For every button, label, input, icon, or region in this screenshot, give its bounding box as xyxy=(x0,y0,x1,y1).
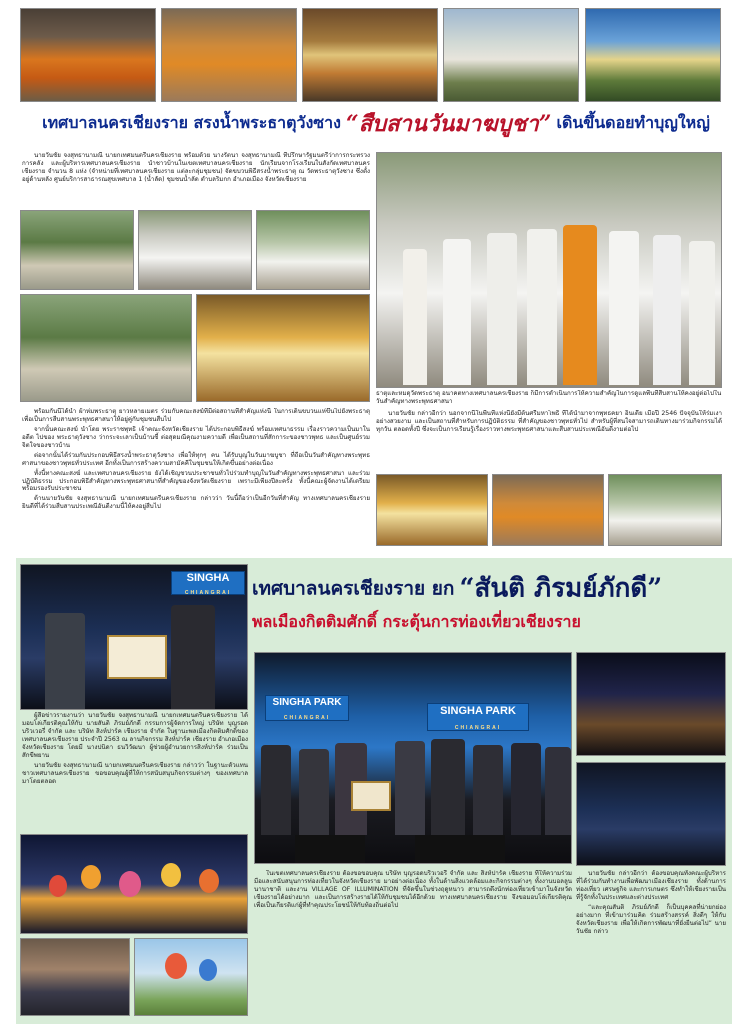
top-body-main xyxy=(22,408,370,552)
singha-park-logo-left xyxy=(265,695,349,721)
main-paragraph-2: จากนั้นคณะสงฆ์ นำโดย พระราชพุทธิ เจ้าคณะจังหวัดเชียงราย ได้ประกอบพิธีสงฆ์ พร้อมเทศนาธรรม เรื่องราวความเป็นมาในอดีต ไปของ พระธาตุวังซาง ว่ากระจะเลาเป็นบ้านชี้ ต่อสุดมณีคุณงามความดี เพื่อเป็นสถานที่สักการะของชาวพุทธ และเป็นศูนย์รวมจิตใจของชาวบ้าน xyxy=(22,425,370,449)
photo-balloons-night xyxy=(20,834,248,934)
photo-stage-event xyxy=(576,652,726,756)
bottom-headline-highlight: “สันติ ภิรมย์ภักดี” xyxy=(459,573,663,604)
main-paragraph-1: พร้อมกันนี้ได้นำ ผ้าห่มพระธาตุ ยาวหลายเมตร ร่วมกับคณะสงฆ์ที่มีต่อสถานที่สำคัญแห่งนี้ ในการเดินขบวนแห่ขึ้นไปยังพระธาตุ เพื่อเป็นการสืบสานพระพุทธศาสนาให้อยู่คู่กับชุมชนสืบไป xyxy=(22,408,370,423)
intro-paragraph: นายวันชัย จงสุทธานามณี นายกเทศมนตรีนครเชียงราย พร้อมด้วย นางรัตนา จงสุทธานามณี ที่ปรึกษารัฐมนตรีว่าการกระทรวงการคลัง และผู้บริหารเทศบาลนครเชียงราย นำชาวบ้านในเขตเทศบาลนครเชียงราย นักเรียนจากโรงเรียนในสังกัดเทศบาลนครเชียงราย จำนวน 8 แห่ง (จำหน่ายที่เทศบาลนครเชียงราย แต่ละกลุ่มชุมชน) จัดขบวนพิธีสรงน้ำพระธาตุ ณ วัดพระธาตุวังซาง ซึ่งตั้งอยู่ด้านหลัง ศูนย์บริการสาธารณสุขเทศบาล 1 (น้ำลัด) ชุมชนน้ำลัด ตำบลริมกก อำเภอเมือง จังหวัดเชียงราย xyxy=(22,152,370,183)
mid-paragraph: ในเขตเทศบาลนครเชียงราย ต้องขอขอบคุณ บริษัท บุญรอดบริวเวอรี่ จำกัด และ สิงห์ปาร์ค เชียงราย ที่ให้ความร่วมมือและสนับสนุนการท่องเที่ยวในจังหวัดเชียงราย มาอย่างต่อเนื่อง ทั้งในด้านสิ่งแวดล้อมและกิจกรรมต่างๆ ทั้งงานบอลลูนนานาชาติ และงาน VILLAGE OF ILLUMINATION ที่จัดขึ้นในช่วงฤดูหนาว สามารถดึงนักท่องเที่ยวเข้ามาในจังหวัดเชียงรายได้อย่างมาก และเป็นการสร้างรายได้ให้กับชุมชนได้อีกด้วย ทางเทศบาลนครเชียงราย จึงขอมอบโล่เกียรติคุณเพื่อเป็นเกียรติแก่ผู้ที่ทำคุณประโยชน์ให้กับท้องถิ่นต่อไป xyxy=(254,870,572,909)
photo-offering-table xyxy=(376,474,488,546)
top-body-intro xyxy=(22,152,370,204)
right-body-paragraph: นายวันชัย กล่าวอีกว่า นอกจากนี้ในพื้นที่แห่งนี้ยังมีต้นศรีมหาโพธิ์ ที่ได้นำมาจากพุทธคยา อินเดีย เมื่อปี 2546 ปัจจุบันให้ร่มเงาอย่างสวยงาม และเป็นสถานที่สำหรับการปฏิบัติธรรม ที่สำคัญของชาวพุทธทั่วไป สำหรับผู้ที่สนใจสามารถเดินทางมาร่วมกิจกรรมได้ทุกวัน ตลอดทั้งปี ซึ่งจะเป็นการเรียนรู้เรื่องราวทางพระพุทธศาสนาและสืบสานประเพณีอันดีงามต่อไป xyxy=(376,410,722,433)
singha-sub: CHIANGRAI xyxy=(184,590,232,596)
photo-procession-road-3 xyxy=(256,210,370,290)
top-headline xyxy=(20,106,732,152)
singha-brand: SINGHA xyxy=(186,572,230,584)
photo-seated-crowd xyxy=(608,474,722,546)
top-right-caption: ธาตุและหมดุวัดพระธาตุ อนาคตทางเทศบาลนครเชียงราย ก็มีการดำเนินการให้ความสำคัญในการดูแลพื้นที่สืบสานให้คงอยู่ต่อไปในวันสำคัญทางพระพุทธศาสนา xyxy=(376,390,722,406)
bottom-body-mid xyxy=(254,870,572,1016)
main-paragraph-5: ด้านนายวันชัย จงสุทธานามณี นายกเทศมนตรีนครเชียงราย กล่าวว่า วันนี้ถือว่าเป็นอีกวันที่สำคัญ ทางเทศบาลนครเชียงรายยินดีที่ได้ร่วมสืบสานประเพณีอันดีงามนี้ให้คงอยู่สืบไป xyxy=(22,495,370,511)
left-paragraph-1: ผู้สื่อข่าวรายงานว่า นายวันชัย จงสุทธานามณี นายกเทศมนตรีนครเชียงราย ได้มอบโล่เกียรติคุณให้กับ นายสันติ ภิรมย์ภักดี กรรมการผู้จัดการใหญ่ บริษัท บุญรอดบริวเวอรี่ จำกัด และ บริษัท สิงห์ปาร์ค เชียงราย จำกัด ในฐานะพลเมืองกิตติมศักดิ์ของเทศบาลนครเชียงราย ประจำปี 2563 ณ ลานกิจกรรม สิงห์ปาร์ค เชียงราย อำเภอเมือง จังหวัดเชียงราย โดยมี นางปนิดา ธนวิวัฒนา ผู้ช่วยผู้อำนวยการสิงห์ปาร์ค ร่วมเป็นสักขีพยาน xyxy=(22,712,248,759)
photo-balloons-day xyxy=(134,938,248,1016)
left-paragraph-2: นายวันชัย จงสุทธานามณี นายกเทศมนตรีนครเชียงราย กล่าวว่า ในฐานะตัวแทนชาวเทศบาลนครเชียงราย ขอขอบคุณผู้ที่ให้การสนับสนุนกิจกรรมต่างๆ ของเทศบาลมาโดยตลอด xyxy=(22,761,248,785)
main-paragraph-3: ต่อจากนั้นได้ร่วมกันประกอบพิธีสรงน้ำพระธาตุวังซาง เพื่อให้ทุกๆ คน ได้รับบุญในวันมาฆบูชา ที่ถือเป็นวันสำคัญทางพระพุทธศาสนาของชาวพุทธทั่วประเทศ อีกทั้งเป็นการสร้างความสามัคคีในชุมชนให้เกิดขึ้นอย่างต่อเนื่อง xyxy=(22,451,370,467)
headline-part2: เดินขึ้นดอยทำบุญใหญ่ xyxy=(556,113,710,132)
photo-award-handover xyxy=(20,564,248,710)
singha-park-1: SINGHA PARK xyxy=(272,697,342,708)
photo-group-singha-park xyxy=(254,652,572,864)
singha-park-2: SINGHA PARK xyxy=(440,705,516,717)
main-paragraph-4: ทั้งนี้ทางคณะสงฆ์ และเทศบาลนครเชียงราย ยังได้เชิญชวนประชาชนทั่วไปร่วมทำบุญในวันสำคัญทางพระพุทธศาสนา และร่วมปฏิบัติธรรม ประกอบพิธีสำคัญทางพระพุทธศาสนาที่สำคัญของจังหวัดเชียงราย เพราะมีเพียงปีละครั้ง ทั้งนี้คณะผู้จัดงานได้เตรียมพร้อมรองรับประชาชน xyxy=(22,469,370,493)
singha-park-sub-1: CHIANGRAI xyxy=(283,715,331,721)
photo-visitors-group xyxy=(20,938,130,1016)
top-right-body xyxy=(376,410,722,472)
bottom-headline-part1: เทศบาลนครเชียงราย ยก xyxy=(252,577,455,600)
bottom-body-left xyxy=(22,712,248,830)
photo-procession-road-2 xyxy=(138,210,252,290)
bottom-headline-line2: พลเมืองกิตติมศักดิ์ กระตุ้นการท่องเที่ยวเชียงราย xyxy=(252,611,581,631)
headline-part1: เทศบาลนครเชียงราย สรงน้ำพระธาตุวังซาง xyxy=(42,113,341,132)
photo-golden-stupa xyxy=(585,8,721,102)
headline-highlight: “สืบสานวันมาฆบูชา” xyxy=(346,111,552,137)
photo-leaders-walking xyxy=(376,152,722,388)
singha-park-logo-right xyxy=(427,703,529,731)
photo-monks-procession xyxy=(20,8,156,102)
photo-white-stupa xyxy=(443,8,579,102)
right-paragraph-1: นายวันชัย กล่าวอีกว่า ต้องขอบคุณทั้งคณะผู้บริหาร ที่ได้ร่วมกันทำงานเพื่อพัฒนาเมืองเชียงราย ทั้งด้านการท่องเที่ยว เศรษฐกิจ และการเกษตร ซึ่งทำให้เชียงรายเป็นที่รู้จักทั้งในประเทศและต่างประเทศ xyxy=(576,870,726,901)
photo-monk-stupa xyxy=(492,474,604,546)
bottom-headline xyxy=(252,570,728,650)
photo-group-dark xyxy=(576,762,726,866)
photo-procession-road-1 xyxy=(20,210,134,290)
singha-park-sub-2: CHIANGRAI xyxy=(454,725,502,731)
photo-ceremony-offering xyxy=(196,294,370,402)
photo-procession-trees xyxy=(20,294,192,402)
right-paragraph-2: “และคุณสันติ ภิรมย์ภักดี ก็เป็นบุคคลที่น่ายกย่องอย่างมาก ที่เข้ามาร่วมคิด ร่วมสร้างสรรค์ สิ่งดีๆ ให้กับจังหวัดเชียงราย เพื่อให้เกิดการพัฒนาที่ยั่งยืนต่อไป” นายวันชัย กล่าว xyxy=(576,903,726,935)
photo-monks-blessing xyxy=(161,8,297,102)
photo-ceremony-altar xyxy=(302,8,438,102)
bottom-body-right xyxy=(576,870,726,1016)
singha-logo-top xyxy=(171,571,245,595)
